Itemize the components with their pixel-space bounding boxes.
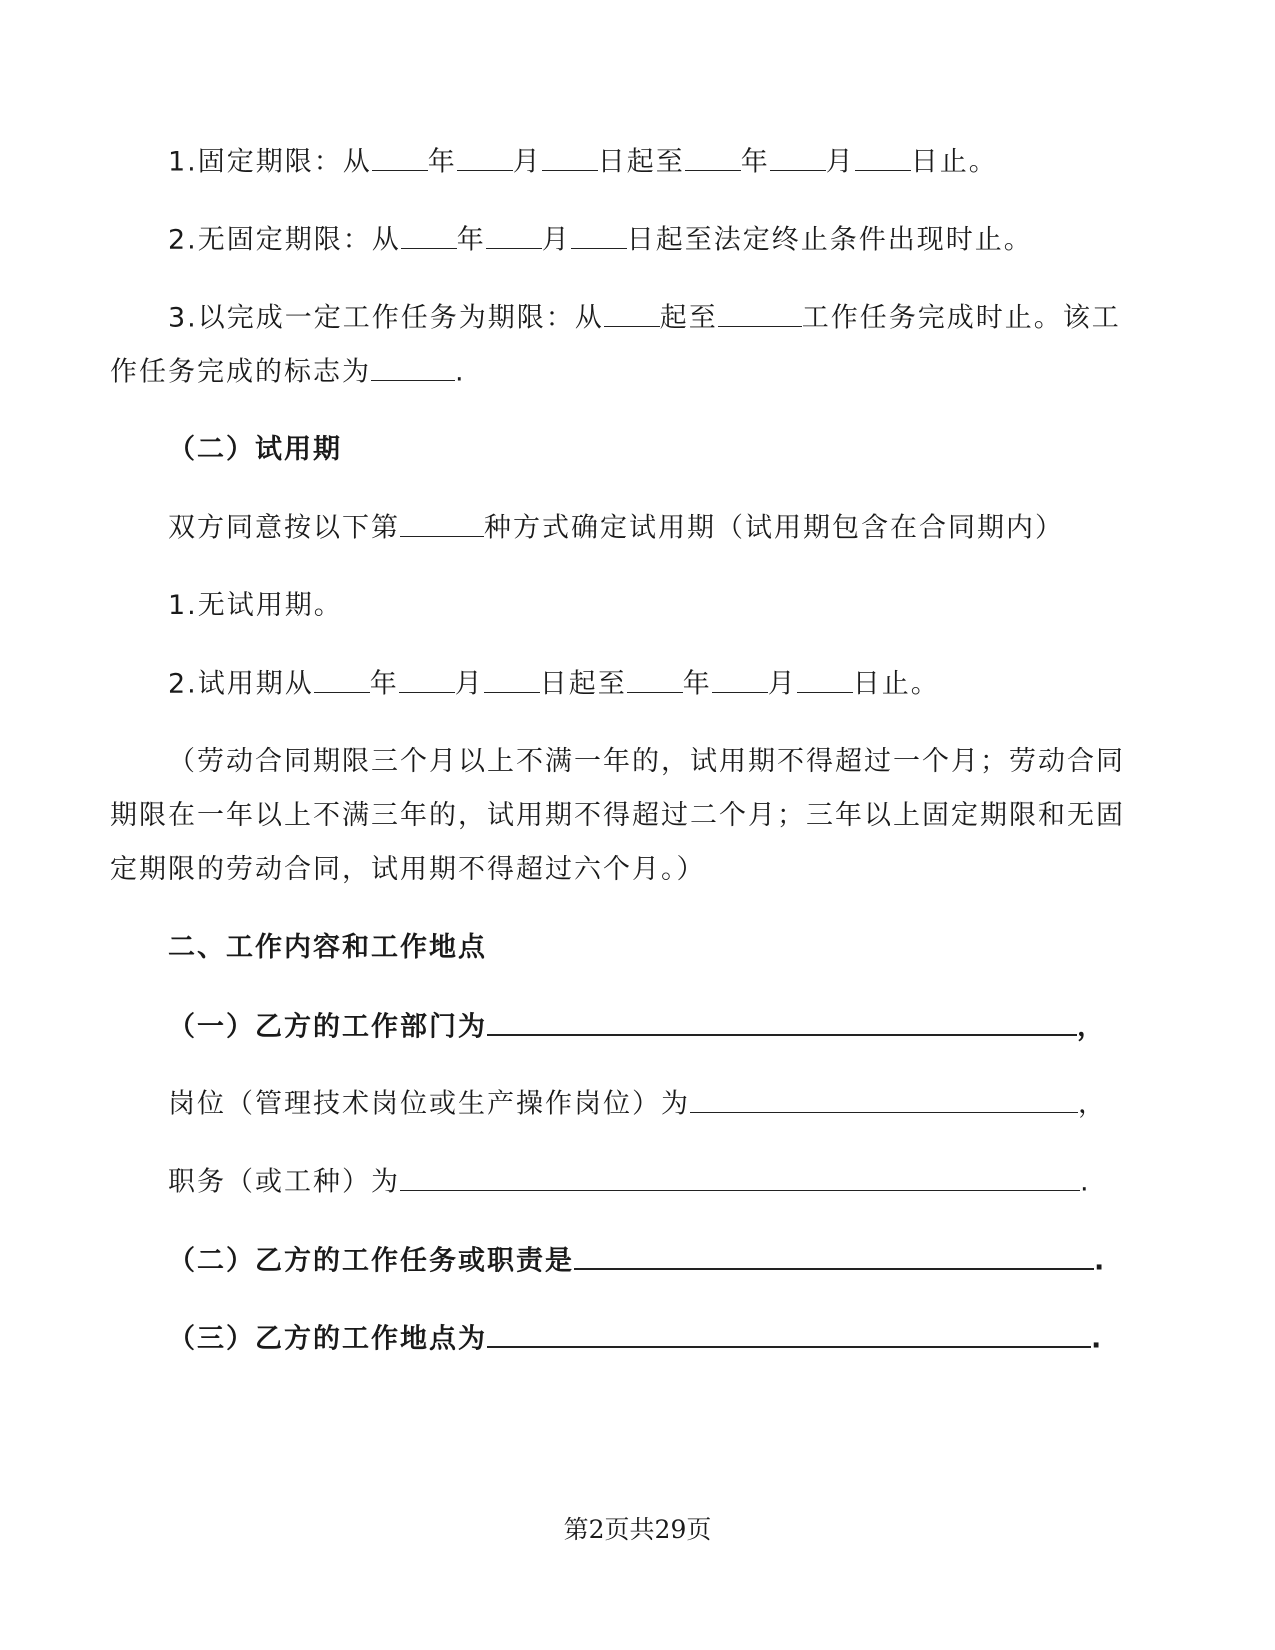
day-blank	[855, 144, 911, 171]
year-blank	[372, 144, 428, 171]
note-line-3: 定期限的劳动合同，试用期不得超过六个月。）	[110, 854, 706, 885]
note-line-1: （劳动合同期限三个月以上不满一年的，试用期不得超过一个月；劳动合同	[168, 746, 1125, 777]
position-blank	[690, 1086, 1078, 1113]
note-line-2: 期限在一年以上不满三年的，试用期不得超过二个月；三年以上固定期限和无固	[110, 800, 1125, 831]
location-line: （三）乙方的工作地点为 .	[168, 1320, 1103, 1358]
month-blank	[770, 144, 826, 171]
day-blank	[797, 666, 853, 693]
month-blank	[457, 144, 513, 171]
year-blank	[627, 666, 683, 693]
trial-intro: 双方同意按以下第 种方式确定试用期（试用期包含在合同期内）	[168, 510, 1064, 547]
month-blank	[399, 666, 455, 693]
duty-line: 职务（或工种）为 .	[168, 1164, 1091, 1201]
task-blank	[574, 1242, 1094, 1270]
year-blank	[401, 222, 457, 249]
duty-blank	[400, 1164, 1080, 1191]
task-line: （二）乙方的工作任务或职责是 .	[168, 1242, 1106, 1280]
year-blank	[685, 144, 741, 171]
trial-option-1: 1.无试用期。	[168, 590, 343, 621]
day-blank	[542, 144, 598, 171]
department-blank	[487, 1008, 1077, 1036]
day-blank	[484, 666, 540, 693]
month-blank	[712, 666, 768, 693]
section-heading: 二、工作内容和工作地点	[168, 932, 487, 963]
task-term-line-2: 作任务完成的标志为 .	[110, 354, 466, 391]
option-blank	[400, 510, 484, 537]
trial-heading: （二）试用期	[168, 434, 342, 465]
position-line: 岗位（管理技术岗位或生产操作岗位）为 ，	[168, 1086, 1107, 1123]
location-blank	[487, 1320, 1091, 1348]
trial-option-2: 2.试用期从 年 月 日起至 年 月 日止。	[168, 666, 940, 703]
department-line: （一）乙方的工作部门为 ，	[168, 1008, 1106, 1046]
year-blank	[314, 666, 370, 693]
day-blank	[571, 222, 627, 249]
item-number: 1.	[168, 146, 198, 178]
task-term-line: 3.以完成一定工作任务为期限：从 起至 工作任务完成时止。该工	[168, 300, 1121, 337]
completion-mark-blank	[371, 354, 455, 381]
page-number: 第2页共29页	[563, 1515, 712, 1544]
task-blank	[718, 300, 802, 327]
fixed-term-line: 1.固定期限：从 年 月 日起至 年 月 日止。	[168, 144, 998, 181]
start-blank	[604, 300, 660, 327]
open-term-line: 2.无固定期限：从 年 月 日起至法定终止条件出现时止。	[168, 222, 1033, 259]
month-blank	[486, 222, 542, 249]
